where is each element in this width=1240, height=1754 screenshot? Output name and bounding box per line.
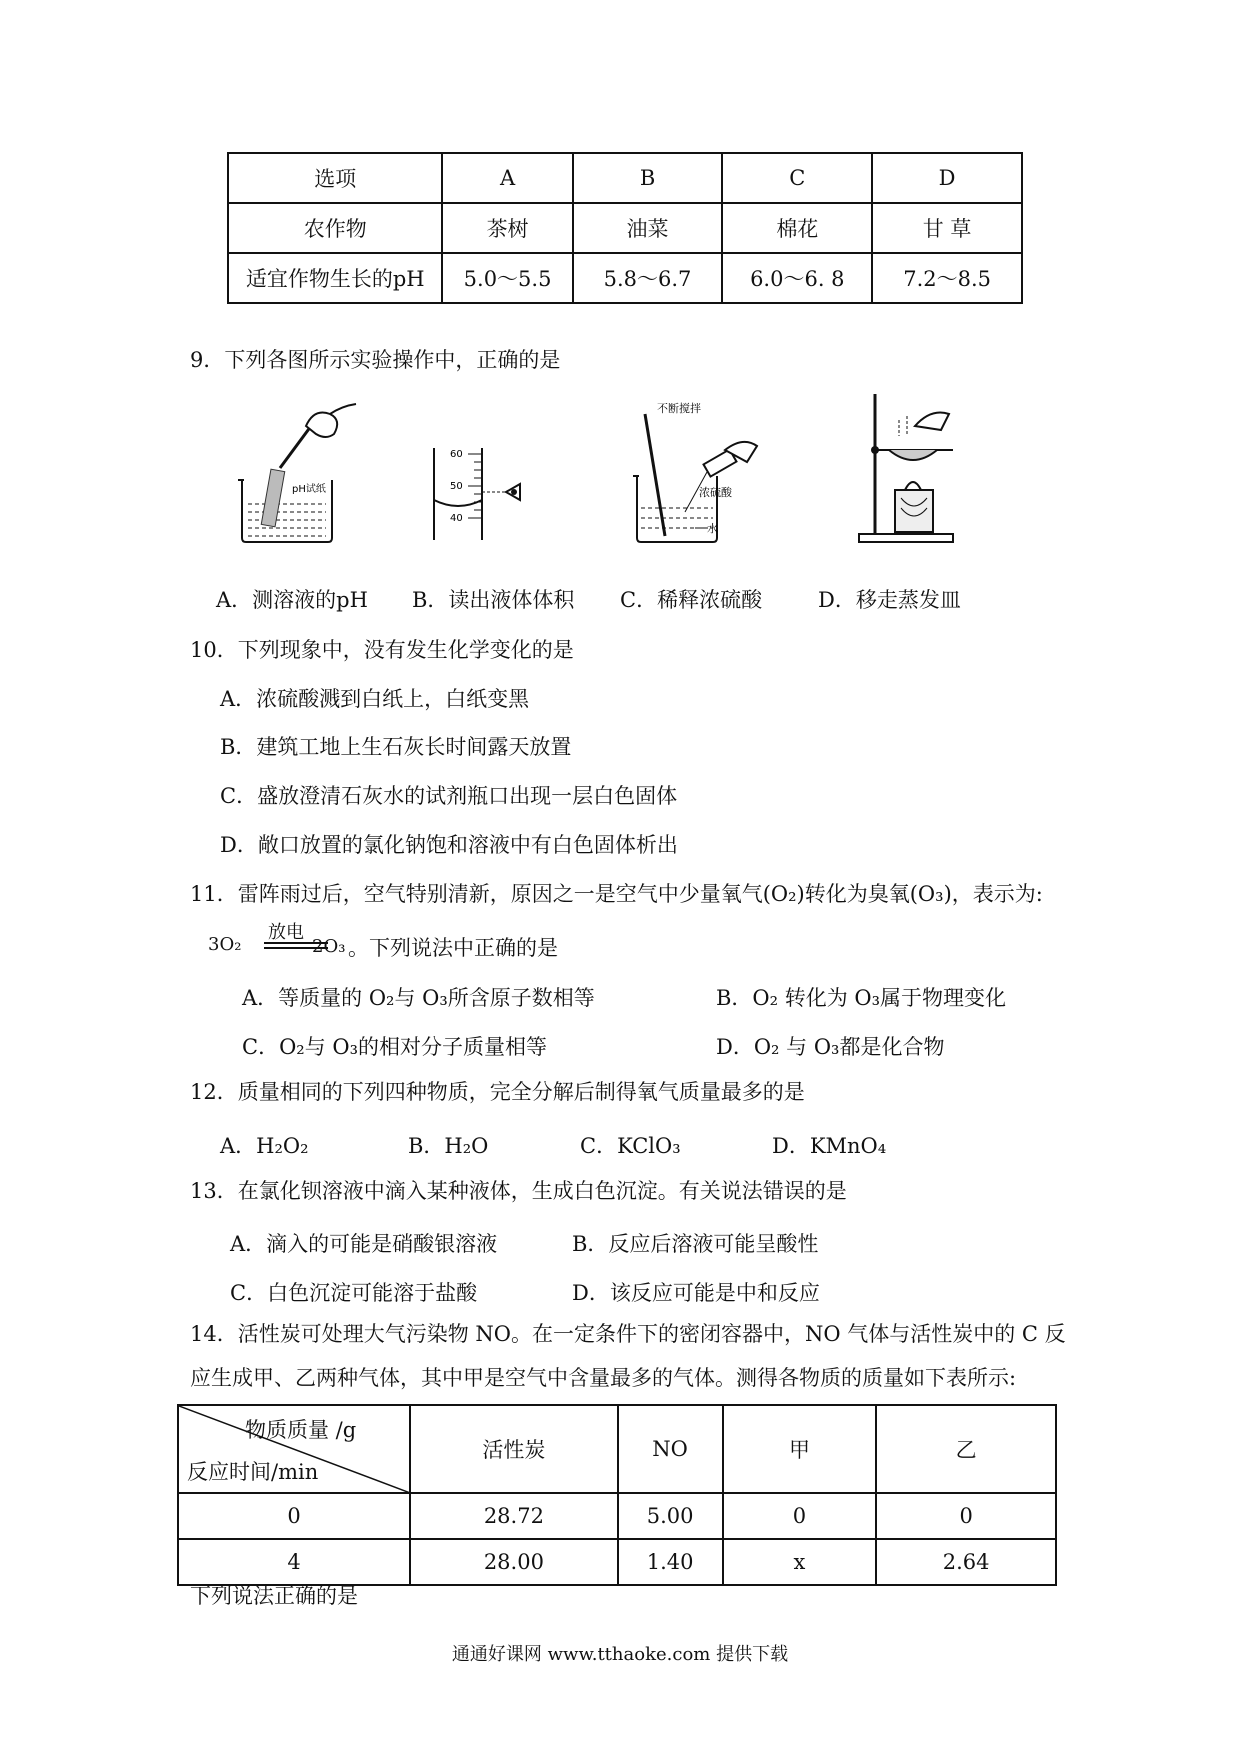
- q13-option-b: B．反应后溶液可能呈酸性: [572, 1232, 819, 1256]
- table-cell: 6.0～6. 8: [722, 253, 872, 303]
- table-cell: 1.40: [618, 1539, 723, 1585]
- question-14-after: 下列说法正确的是: [190, 1584, 358, 1608]
- ph-paper-label: pH试纸: [292, 484, 326, 495]
- q10-option-a: A．浓硫酸溅到白纸上，白纸变黑: [220, 687, 530, 711]
- page-footer: 通通好课网 www.tthaoke.com 提供下载: [451, 1644, 789, 1665]
- table-cell: 4: [178, 1539, 410, 1585]
- scale-60-label: 60: [450, 449, 463, 460]
- q9-option-a: A．测溶液的pH: [216, 588, 368, 612]
- q11-option-b: B．O₂ 转化为 O₃属于物理变化: [716, 986, 1007, 1010]
- table-header-cell: 活性炭: [410, 1405, 617, 1493]
- ph-test-figure: [230, 400, 370, 550]
- table-cell: 5.8～6.7: [573, 253, 723, 303]
- question-14-stem-1: 14．活性炭可处理大气污染物 NO。在一定条件下的密闭容器中，NO 气体与活性炭中的 C 反: [190, 1322, 1066, 1346]
- table-corner-cell: [178, 1405, 410, 1493]
- table-header-cell: NO: [618, 1405, 723, 1493]
- question-10-stem: 10．下列现象中，没有发生化学变化的是: [190, 638, 574, 662]
- table-cell: B: [573, 153, 723, 203]
- q13-option-d: D．该反应可能是中和反应: [572, 1281, 820, 1305]
- scale-40-label: 40: [450, 513, 463, 524]
- q12-option-a: A．H₂O₂: [220, 1134, 309, 1158]
- corner-top-label: 物质质量 /g: [245, 1418, 357, 1442]
- q13-option-c: C．白色沉淀可能溶于盐酸: [230, 1281, 478, 1305]
- q13-option-a: A．滴入的可能是硝酸银溶液: [230, 1232, 498, 1256]
- table-cell: 农作物: [228, 203, 442, 253]
- q9-option-b: B．读出液体体积: [412, 588, 575, 612]
- cylinder-figure: [420, 440, 540, 550]
- question-9-stem: 9．下列各图所示实验操作中，正确的是: [190, 348, 561, 372]
- equation-product: 2O₃: [312, 936, 346, 957]
- q12-option-b: B．H₂O: [408, 1134, 489, 1158]
- table-cell: 28.00: [410, 1539, 617, 1585]
- table-cell: x: [723, 1539, 877, 1585]
- q11-option-c: C．O₂与 O₃的相对分子质量相等: [242, 1035, 548, 1059]
- table-cell: 7.2～8.5: [872, 253, 1022, 303]
- equation-reactant: 3O₂: [208, 934, 242, 955]
- q12-option-c: C．KClO₃: [580, 1134, 681, 1158]
- table-cell: 28.72: [410, 1493, 617, 1539]
- table-cell: A: [442, 153, 572, 203]
- equation-condition: 放电: [268, 922, 304, 943]
- table-cell: 棉花: [722, 203, 872, 253]
- conc-acid-label: 浓硫酸: [699, 486, 732, 499]
- question-11-stem: 11．雷阵雨过后，空气特别清新，原因之一是空气中少量氧气(O₂)转化为臭氧(O₃)，表示为:: [190, 882, 1043, 906]
- q10-option-b: B．建筑工地上生石灰长时间露天放置: [220, 735, 572, 759]
- table-cell: 茶树: [442, 203, 572, 253]
- q11-option-a: A．等质量的 O₂与 O₃所含原子数相等: [242, 986, 595, 1010]
- table-cell: 0: [178, 1493, 410, 1539]
- q9-option-c: C．稀释浓硫酸: [620, 588, 763, 612]
- question-13-stem: 13．在氯化钡溶液中滴入某种液体，生成白色沉淀。有关说法错误的是: [190, 1179, 847, 1203]
- table-cell: D: [872, 153, 1022, 203]
- scale-50-label: 50: [450, 481, 463, 492]
- table-cell: 5.0～5.5: [442, 253, 572, 303]
- stir-label: 不断搅拌: [657, 402, 701, 415]
- table-cell: 选项: [228, 153, 442, 203]
- mass-table: [177, 1404, 1057, 1586]
- question-14-stem-2: 应生成甲、乙两种气体，其中甲是空气中含量最多的气体。测得各物质的质量如下表所示:: [190, 1366, 1017, 1390]
- q9-option-d: D．移走蒸发皿: [818, 588, 961, 612]
- q11-option-d: D．O₂ 与 O₃都是化合物: [716, 1035, 945, 1059]
- equation-tail: 。下列说法中正确的是: [348, 936, 558, 960]
- reaction-equation: [208, 918, 608, 968]
- dilution-figure: [625, 400, 795, 550]
- corner-bottom-label: 反应时间/min: [187, 1460, 319, 1484]
- q10-option-d: D．敞口放置的氯化钠饱和溶液中有白色固体析出: [220, 833, 678, 857]
- table-header-cell: 乙: [876, 1405, 1056, 1493]
- table-cell: 0: [723, 1493, 877, 1539]
- evaporation-figure: [845, 390, 985, 550]
- q12-option-d: D．KMnO₄: [772, 1134, 887, 1158]
- table-cell: C: [722, 153, 872, 203]
- water-label: 水: [707, 522, 718, 535]
- table-cell: 适宜作物生长的pH: [228, 253, 442, 303]
- q10-option-c: C．盛放澄清石灰水的试剂瓶口出现一层白色固体: [220, 784, 678, 808]
- question-12-stem: 12．质量相同的下列四种物质，完全分解后制得氧气质量最多的是: [190, 1080, 805, 1104]
- table-cell: 5.00: [618, 1493, 723, 1539]
- table-cell: 0: [876, 1493, 1056, 1539]
- table-cell: 油菜: [573, 203, 723, 253]
- table-cell: 甘 草: [872, 203, 1022, 253]
- table-cell: 2.64: [876, 1539, 1056, 1585]
- crop-ph-table: [227, 152, 1023, 304]
- table-header-cell: 甲: [723, 1405, 877, 1493]
